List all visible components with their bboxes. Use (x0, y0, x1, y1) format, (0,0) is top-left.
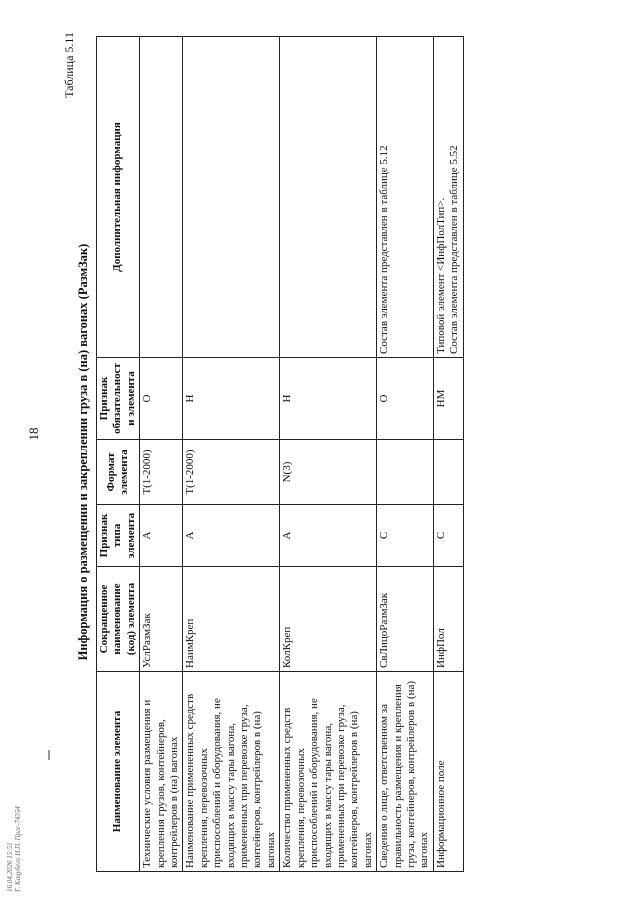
stamp-date: 16.04.2026 15:51 (6, 842, 14, 892)
cell-info: Состав элемента представлен в таблице 5.12 (377, 37, 434, 358)
cell-name: Наименование примененных средств крепления, перевозочных приспособлений и оборудования, не входящих в массу тары вагона, примененных при перевозке груза, контейнеров, контрейлеров в (на) вагонах (183, 672, 280, 872)
table-row (140, 37, 183, 872)
stamp-signer: Г. Кацубего Н.П. Пргс-74354 (14, 806, 23, 892)
signature-stamp (6, 692, 23, 892)
cell-required: О (377, 358, 434, 440)
cell-format: T(1-2000) (183, 440, 280, 505)
cell-type: С (433, 505, 463, 567)
cell-info (280, 37, 377, 358)
cell-type: С (377, 505, 434, 567)
cell-required: Н (280, 358, 377, 440)
cell-type: А (183, 505, 280, 567)
cell-format (377, 440, 434, 505)
cell-code: НаимКреп (183, 567, 280, 672)
cell-info (140, 37, 183, 358)
cell-code: КолКреп (280, 567, 377, 672)
cell-name: Технические условия размещения и крепления грузов, контейнеров, контрейлеров в (на) вагонах (140, 672, 183, 872)
table-header-row (97, 37, 140, 872)
cell-info (183, 37, 280, 358)
cell-type: А (280, 505, 377, 567)
page-number: 18 (26, 427, 41, 441)
cell-info: Типовой элемент <ИнфПолТип>. Состав элемента представлен в таблице 5.52 (433, 37, 463, 358)
cell-code: СвЛицоРазмЗак (377, 567, 434, 672)
cell-required: НМ (433, 358, 463, 440)
margin-mark (48, 750, 50, 760)
cell-type: А (140, 505, 183, 567)
column-header: Сокращенное наименование (код) элемента (97, 567, 140, 672)
cell-name: Информационное поле (433, 672, 463, 872)
table-caption: Информация о размещении и закреплении груза в (на) вагонах (РазмЗак) (76, 243, 90, 661)
cell-code: УслРазмЗак (140, 567, 183, 672)
table-label: Таблица 5.11 (62, 32, 76, 98)
cell-format: T(1-2000) (140, 440, 183, 505)
cell-required: О (140, 358, 183, 440)
cell-code: ИнфПол (433, 567, 463, 672)
cell-format: N(3) (280, 440, 377, 505)
table-row (183, 37, 280, 872)
cell-name: Сведения о лице, ответственном за правильность размещения и крепления груза, контейнеров, контрейлеров в (на) вагонах (377, 672, 434, 872)
elements-table (96, 36, 464, 872)
cell-required: Н (183, 358, 280, 440)
column-header: Признак обязательности элемента (97, 358, 140, 440)
cell-name: Количество примененных средств крепления, перевозочных приспособлений и оборудования, не входящих в массу тары вагона, примененных при перевозке груза, контейнеров, контрейлеров в (на) вагонах (280, 672, 377, 872)
table-row (377, 37, 434, 872)
table-row (433, 37, 463, 872)
table-row (280, 37, 377, 872)
column-header: Дополнительная информация (97, 37, 140, 358)
column-header: Признак типа элемента (97, 505, 140, 567)
column-header: Наименование элемента (97, 672, 140, 872)
cell-format (433, 440, 463, 505)
rotated-content (62, 22, 492, 882)
column-header: Формат элемента (97, 440, 140, 505)
